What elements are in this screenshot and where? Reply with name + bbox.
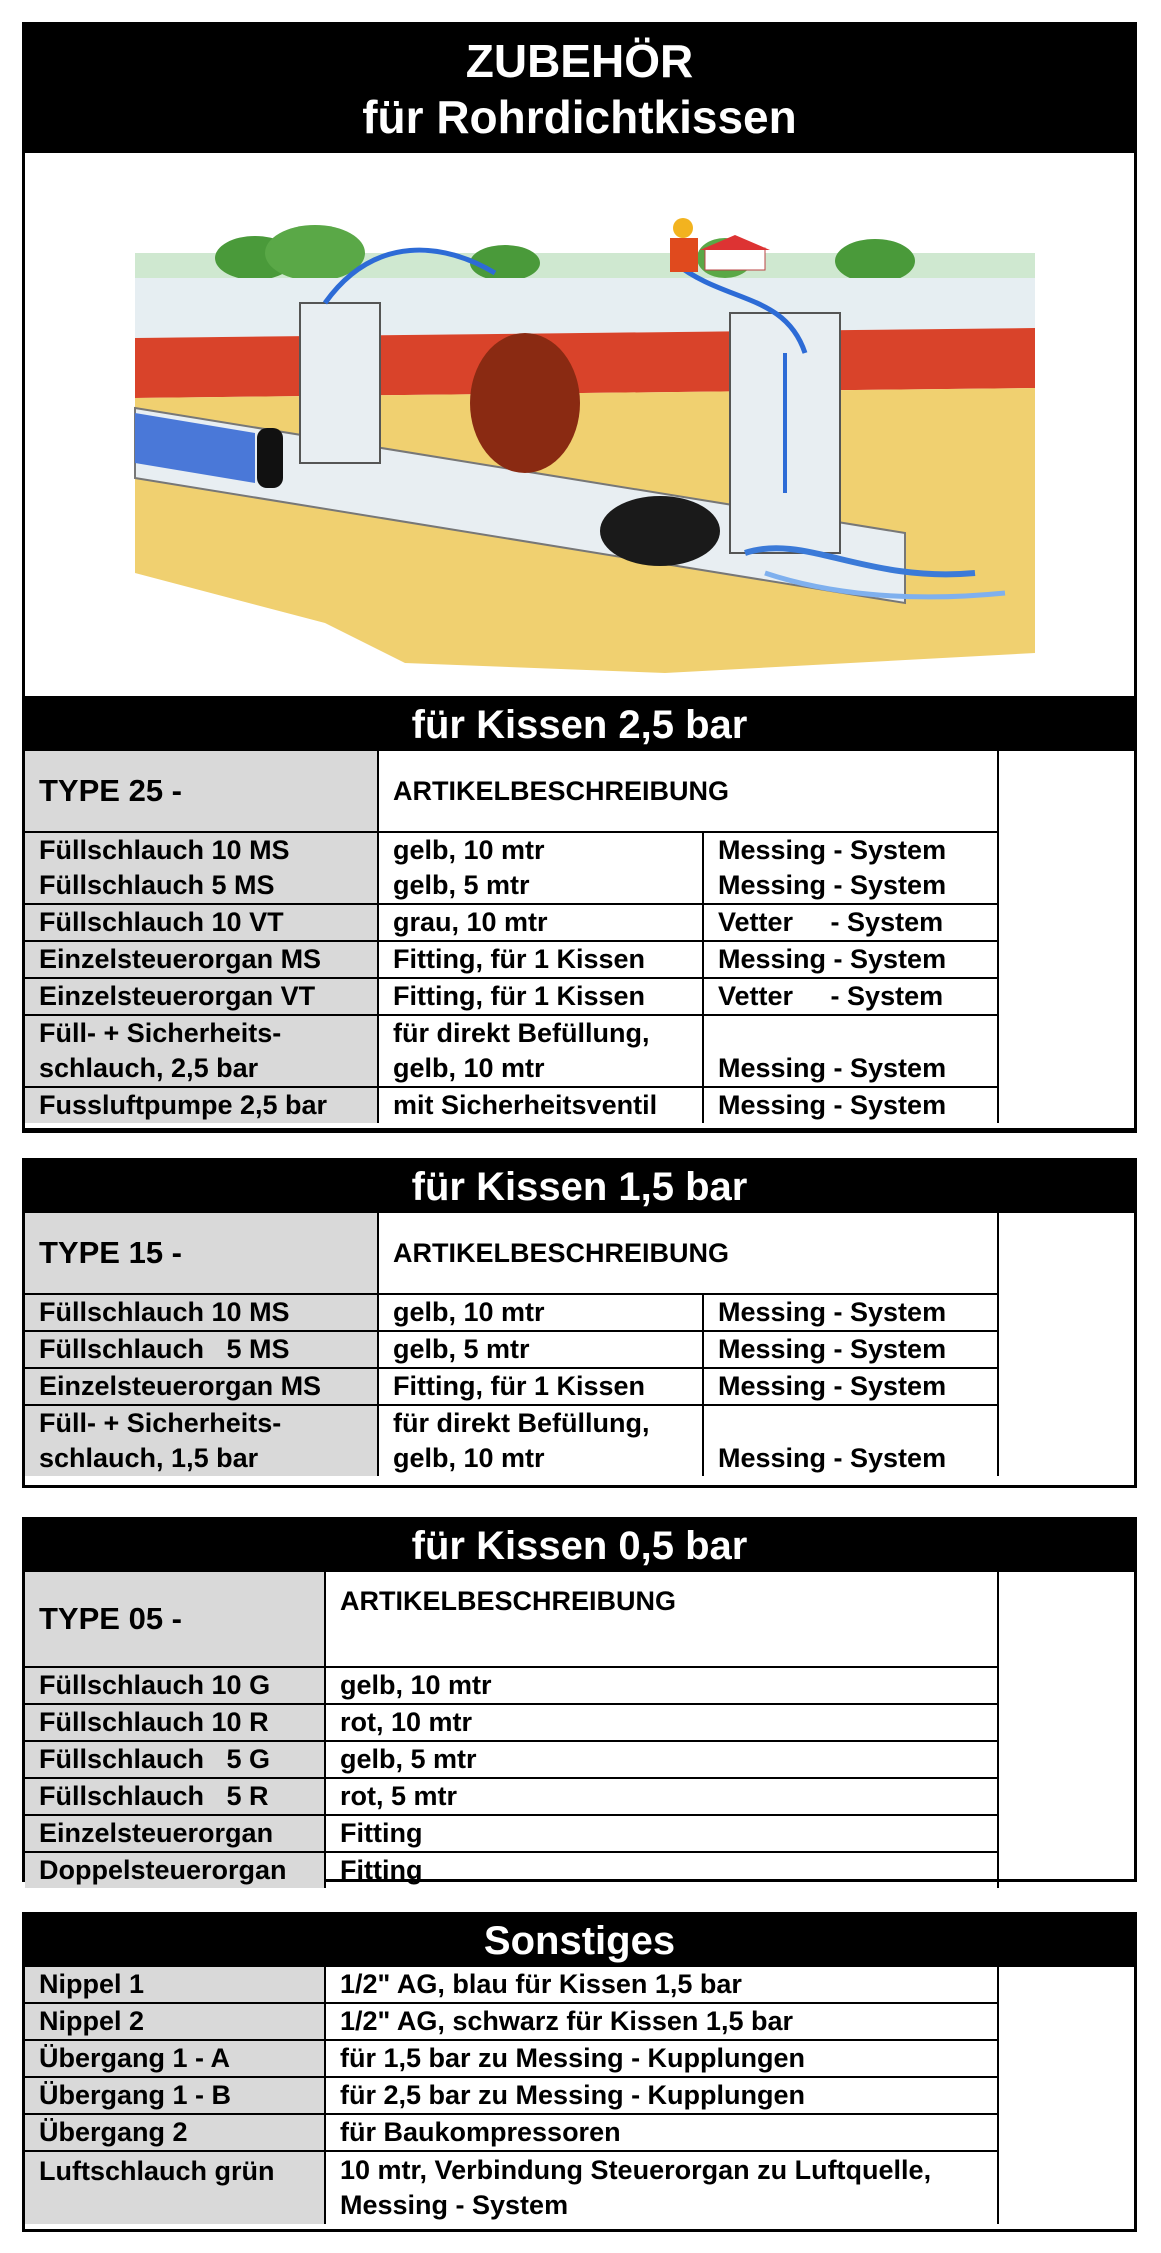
accessory-table bbox=[25, 1213, 1134, 1476]
table-row: Übergang 1 - B für 2,5 bar zu Messing - Kupplungen bbox=[25, 2077, 1134, 2114]
table-row: Füllschlauch 5 R rot, 5 mtr bbox=[25, 1778, 1134, 1815]
page-title bbox=[25, 25, 1134, 153]
type-label: TYPE 15 - bbox=[25, 1213, 378, 1294]
accessory-table bbox=[25, 1967, 1134, 2224]
description-header: ARTIKELBESCHREIBUNG bbox=[378, 751, 998, 832]
section-sonstiges bbox=[22, 1912, 1137, 2232]
table-header-row bbox=[25, 1572, 1134, 1667]
table-row: Füllschlauch 10 G gelb, 10 mtr bbox=[25, 1667, 1134, 1704]
page-title-line1: ZUBEHÖR bbox=[465, 35, 694, 87]
section-0-5-bar bbox=[22, 1517, 1137, 1885]
section-title: für Kissen 1,5 bar bbox=[25, 1161, 1134, 1213]
table-row: Füllschlauch 10 MS gelb, 10 mtr Messing - System bbox=[25, 1294, 1134, 1331]
table-row: Einzelsteuerorgan VT Fitting, für 1 Kissen Vetter - System bbox=[25, 978, 1134, 1015]
section-title: für Kissen 0,5 bar bbox=[25, 1520, 1134, 1572]
section-1-5-bar bbox=[22, 1158, 1137, 1488]
page-title-line2: für Rohrdichtkissen bbox=[362, 91, 797, 143]
table-row: Einzelsteuerorgan MS Fitting, für 1 Kissen Messing - System bbox=[25, 941, 1134, 978]
table-row: Fussluftpumpe 2,5 bar mit Sicherheitsventil Messing - System bbox=[25, 1087, 1134, 1123]
table-header-row bbox=[25, 1213, 1134, 1294]
table-row: Füllschlauch 10 MS Füllschlauch 5 MS gelb, 10 mtr gelb, 5 mtr Messing - System Messing - System bbox=[25, 832, 1134, 904]
description-header: ARTIKELBESCHREIBUNG bbox=[325, 1572, 998, 1667]
table-row: Nippel 1 1/2" AG, blau für Kissen 1,5 bar bbox=[25, 1967, 1134, 2003]
table-row: Füll- + Sicherheits- schlauch, 2,5 bar für direkt Befüllung, gelb, 10 mtr Messing - System bbox=[25, 1015, 1134, 1087]
table-row: Einzelsteuerorgan Fitting bbox=[25, 1815, 1134, 1852]
table-row: Füll- + Sicherheits- schlauch, 1,5 bar für direkt Befüllung, gelb, 10 mtr Messing - System bbox=[25, 1405, 1134, 1476]
pipe-plug-illustration bbox=[25, 153, 1134, 693]
description-header: ARTIKELBESCHREIBUNG bbox=[378, 1213, 998, 1294]
table-header-row bbox=[25, 751, 1134, 832]
table-row: Füllschlauch 5 MS gelb, 5 mtr Messing - System bbox=[25, 1331, 1134, 1368]
type-label: TYPE 05 - bbox=[25, 1572, 325, 1667]
section-2-5-bar bbox=[22, 696, 1137, 1131]
section-title: Sonstiges bbox=[25, 1915, 1134, 1967]
table-row: Doppelsteuerorgan Fitting bbox=[25, 1852, 1134, 1888]
pipe-plug-illustration-icon bbox=[25, 153, 1134, 693]
section-title: für Kissen 2,5 bar bbox=[25, 699, 1134, 751]
accessory-table bbox=[25, 1572, 1134, 1888]
table-row: Übergang 1 - A für 1,5 bar zu Messing - Kupplungen bbox=[25, 2040, 1134, 2077]
table-row: Füllschlauch 5 G gelb, 5 mtr bbox=[25, 1741, 1134, 1778]
table-row: Übergang 2 für Baukompressoren bbox=[25, 2114, 1134, 2151]
table-row: Füllschlauch 10 R rot, 10 mtr bbox=[25, 1704, 1134, 1741]
type-label: TYPE 25 - bbox=[25, 751, 378, 832]
table-row: Füllschlauch 10 VT grau, 10 mtr Vetter - System bbox=[25, 904, 1134, 941]
accessory-table bbox=[25, 751, 1134, 1123]
table-row: Luftschlauch grün 10 mtr, Verbindung Steuerorgan zu Luftquelle, Messing - System bbox=[25, 2151, 1134, 2224]
table-row: Nippel 2 1/2" AG, schwarz für Kissen 1,5 bar bbox=[25, 2003, 1134, 2040]
table-row: Einzelsteuerorgan MS Fitting, für 1 Kissen Messing - System bbox=[25, 1368, 1134, 1405]
